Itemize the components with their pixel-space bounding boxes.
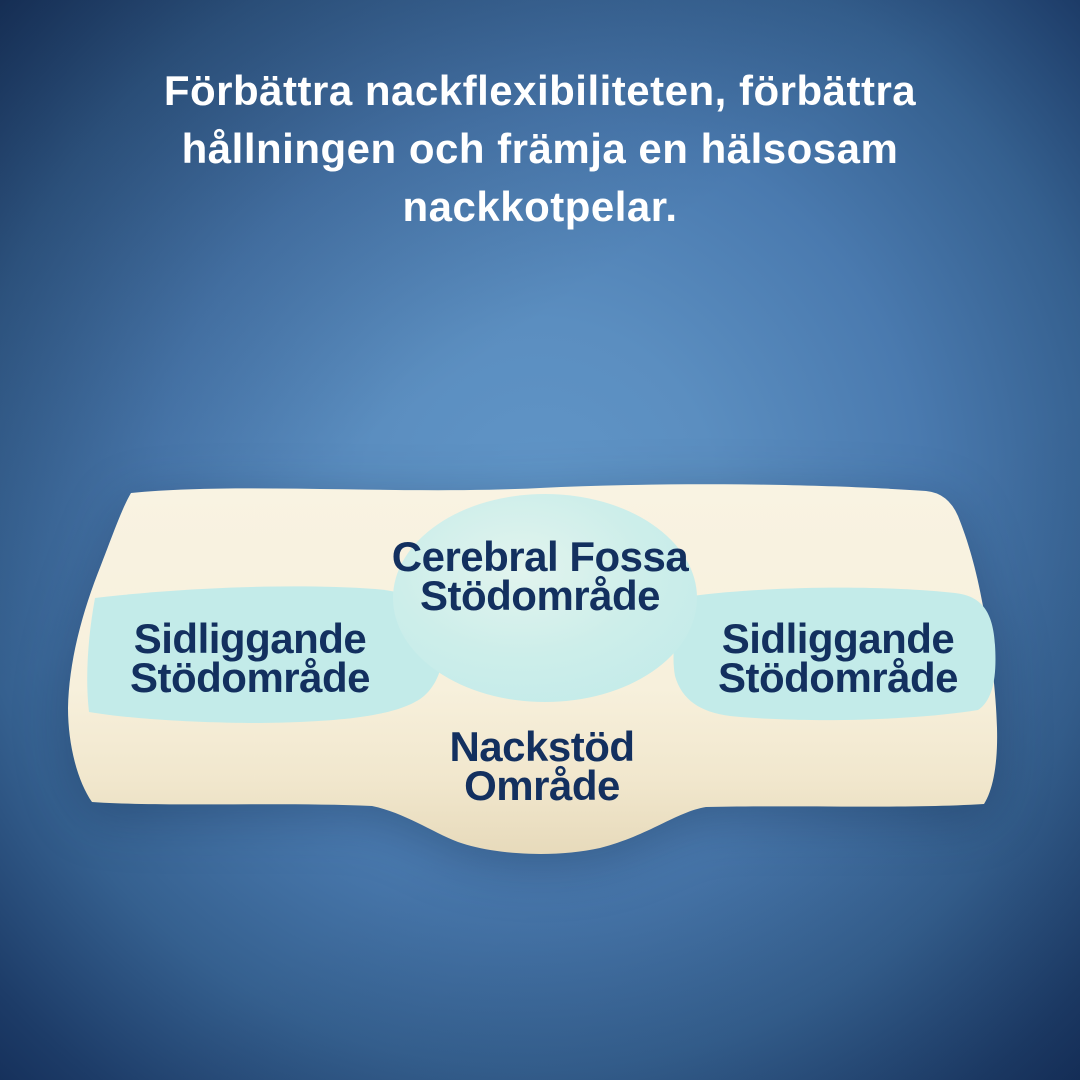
label-cerebral-line-2: Stödområde: [419, 572, 661, 619]
label-side-left-line-1: Sidliggande: [133, 615, 367, 662]
headline-line-3: nackkotpelar.: [402, 183, 678, 230]
label-side-left-line-2: Stödområde: [129, 654, 371, 701]
headline-line-2: hållningen och främja en hälsosam: [181, 125, 899, 172]
label-side-support-right: [717, 615, 959, 701]
label-neck-line-1: Nackstöd: [449, 723, 635, 770]
headline-line-1: Förbättra nackflexibiliteten, förbättra: [163, 67, 917, 114]
label-side-support-left: [129, 615, 371, 701]
label-cerebral-line-1: Cerebral Fossa: [391, 533, 689, 580]
label-side-right-line-1: Sidliggande: [721, 615, 955, 662]
label-cerebral-fossa: [391, 533, 689, 619]
label-neck-support: [449, 723, 635, 809]
label-side-right-line-2: Stödområde: [717, 654, 959, 701]
label-neck-line-2: Område: [464, 762, 620, 809]
